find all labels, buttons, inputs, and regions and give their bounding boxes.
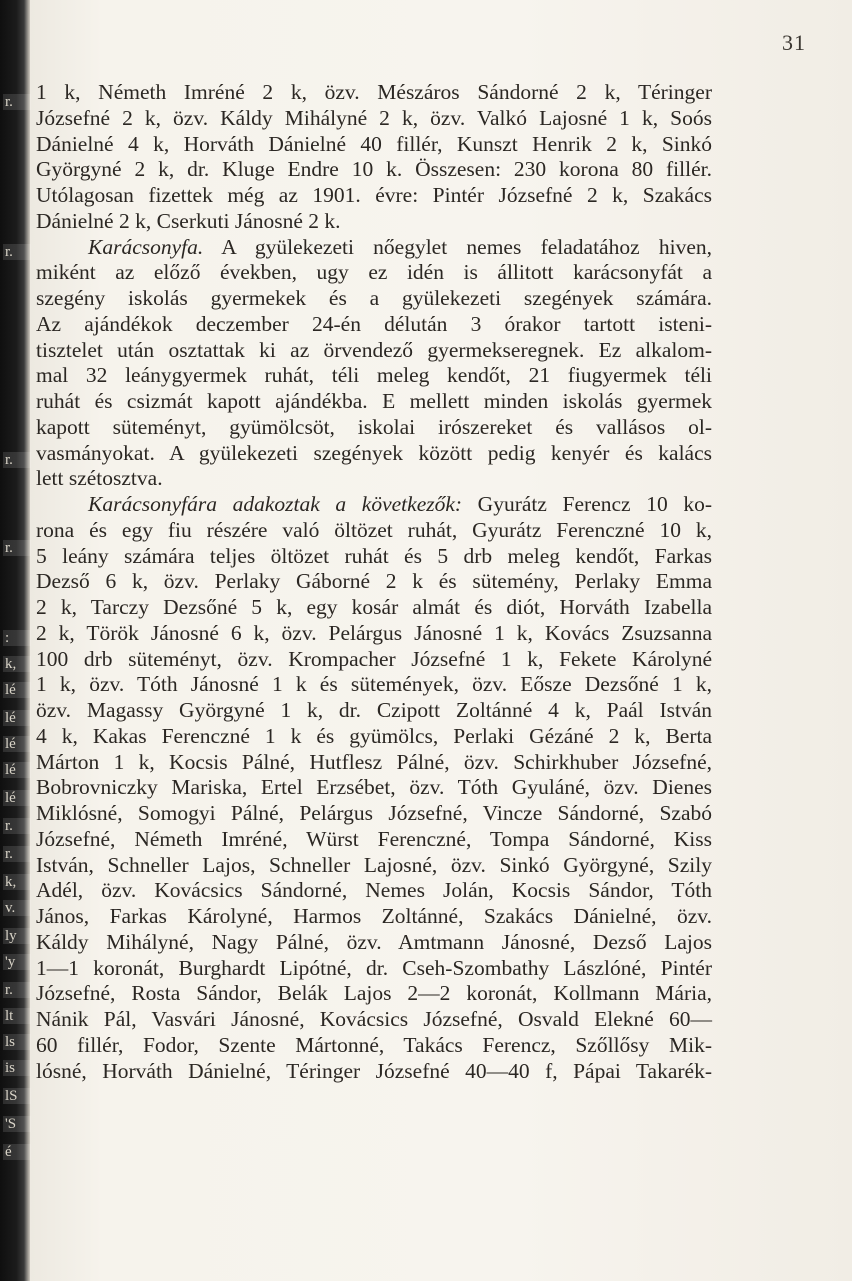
paragraph-first-line: [36, 492, 712, 518]
text-line: Az ajándékok deczember 24-én délután 3 órakor tartott isteni-: [36, 311, 712, 336]
margin-letter: lS: [3, 1088, 31, 1104]
text-line: Józsefné 2 k, özv. Káldy Mihályné 2 k, özv. Valkó Lajosné 1 k, Soós: [36, 105, 712, 130]
text-line: Józsefné, Rosta Sándor, Belák Lajos 2—2 koronát, Kollmann Mária,: [36, 981, 712, 1006]
text-run: Gyurátz Ferencz 10 ko-: [462, 492, 712, 516]
margin-letter: k,: [3, 874, 31, 890]
text-line: Adél, özv. Kovácsics Sándorné, Nemes Jolán, Kocsis Sándor, Tóth: [36, 878, 712, 903]
margin-letter: r.: [3, 540, 31, 556]
text-line: tisztelet után osztattak ki az örvendező gyermekseregnek. Ez alkalom-: [36, 337, 712, 362]
margin-letter: 'y: [3, 954, 31, 970]
paragraph-first-line: [36, 235, 712, 261]
margin-letter: lt: [3, 1008, 31, 1024]
text-line: 60 fillér, Fodor, Szente Mártonné, Takács Ferencz, Szőllősy Mik-: [36, 1032, 712, 1057]
margin-letter: lé: [3, 762, 31, 778]
section-heading: Karácsonyfára adakoztak a következők:: [88, 492, 463, 516]
text-line: István, Schneller Lajos, Schneller Lajosné, özv. Sinkó Györgyné, Szily: [36, 852, 712, 877]
text-line: 2 k, Török Jánosné 6 k, özv. Pelárgus Jánosné 1 k, Kovács Zsuzsanna: [36, 620, 712, 645]
text-line: Bobrovniczky Mariska, Ertel Erzsébet, özv. Tóth Gyuláné, özv. Dienes: [36, 775, 712, 800]
margin-letter: 'S: [3, 1116, 31, 1132]
text-line: 1—1 koronát, Burghardt Lipótné, dr. Cseh-Szombathy Lászlóné, Pintér: [36, 955, 712, 980]
margin-letter: lé: [3, 710, 31, 726]
text-line: Utólagosan fizettek még az 1901. évre: Pintér Józsefné 2 k, Szakács: [36, 183, 712, 207]
text-line: Dánielné 4 k, Horváth Dánielné 40 fillér, Kunszt Henrik 2 k, Sinkó: [36, 131, 712, 156]
paragraph-donors: [36, 492, 712, 1084]
text-line: 2 k, Tarczy Dezsőné 5 k, egy kosár almát és diót, Horváth Izabella: [36, 595, 712, 619]
text-line: 1 k, Németh Imréné 2 k, özv. Mészáros Sándorné 2 k, Téringer: [36, 80, 712, 104]
paragraph-christmas-tree: [36, 235, 712, 493]
page-number: 31: [782, 30, 806, 55]
text-line: Miklósné, Somogyi Pálné, Pelárgus Józsefné, Vincze Sándorné, Szabó: [36, 801, 712, 825]
margin-letter: r.: [3, 452, 31, 468]
text-line: özv. Magassy Györgyné 1 k, dr. Czipott Zoltánné 4 k, Paál István: [36, 698, 712, 722]
book-spine-edge: [0, 0, 30, 1281]
text-line: vasmányokat. A gyülekezeti szegények között pedig kenyér és kalács: [36, 440, 712, 465]
text-line: lett szétosztva.: [36, 466, 163, 491]
text-line: Györgyné 2 k, dr. Kluge Endre 10 k. Összesen: 230 korona 80 fillér.: [36, 157, 712, 182]
margin-letter: k,: [3, 656, 31, 672]
margin-letter: r.: [3, 846, 31, 862]
margin-letter: ly: [3, 928, 31, 944]
text-line: Dezső 6 k, özv. Perlaky Gáborné 2 k és sütemény, Perlaky Emma: [36, 569, 712, 594]
margin-letter: lé: [3, 790, 31, 806]
margin-letter: r.: [3, 94, 31, 110]
margin-letter: r.: [3, 818, 31, 834]
margin-letter: ls: [3, 1034, 31, 1050]
text-line: 100 drb süteményt, özv. Krompacher Józsefné 1 k, Fekete Károlyné: [36, 646, 712, 671]
margin-letter: r.: [3, 982, 31, 998]
text-line: 1 k, özv. Tóth Jánosné 1 k és sütemények, özv. Eősze Dezsőné 1 k,: [36, 672, 712, 697]
text-line: miként az előző években, ugy ez idén is állitott karácsonyfát a: [36, 260, 712, 285]
text-line: János, Farkas Károlyné, Harmos Zoltánné, Szakács Dánielné, özv.: [36, 904, 712, 928]
text-line: Nánik Pál, Vasvári Jánosné, Kovácsics Józsefné, Osvald Elekné 60—: [36, 1007, 712, 1031]
text-line: szegény iskolás gyermekek és a gyülekezeti szegények számára.: [36, 286, 712, 310]
document-body: [36, 80, 712, 1084]
text-line: ruhát és csizmát kapott ajándékba. E mellett minden iskolás gyermek: [36, 389, 712, 413]
margin-letter: :: [3, 630, 31, 646]
text-line: rona és egy fiu részére való öltözet ruhát, Gyurátz Ferenczné 10 k,: [36, 517, 712, 542]
margin-letter: lé: [3, 736, 31, 752]
margin-letter: lé: [3, 682, 31, 698]
text-line: 5 leány számára teljes öltözet ruhát és 5 drb meleg kendőt, Farkas: [36, 543, 712, 568]
text-line: Márton 1 k, Kocsis Pálné, Hutflesz Pálné, özv. Schirkhuber Józsefné,: [36, 749, 712, 774]
margin-letter: é: [3, 1144, 31, 1160]
paragraph-membership-fees: [36, 80, 712, 235]
text-line: 4 k, Kakas Ferenczné 1 k és gyümölcs, Perlaki Gézáné 2 k, Berta: [36, 723, 712, 748]
margin-letter: r.: [3, 244, 31, 260]
margin-letter: v.: [3, 900, 31, 916]
text-line: kapott süteményt, gyümölcsöt, iskolai irószereket és vallásos ol-: [36, 414, 712, 439]
text-line: Káldy Mihályné, Nagy Pálné, özv. Amtmann Jánosné, Dezső Lajos: [36, 929, 712, 954]
text-line: lósné, Horváth Dánielné, Téringer Józsefné 40—40 f, Pápai Takarék-: [36, 1058, 712, 1083]
text-line: Józsefné, Németh Imréné, Würst Ferenczné, Tompa Sándorné, Kiss: [36, 826, 712, 851]
section-heading: Karácsonyfa.: [88, 234, 204, 259]
text-run: A gyülekezeti nőegylet nemes feladatához hiven,: [203, 234, 712, 259]
text-line: mal 32 leánygyermek ruhát, téli meleg kendőt, 21 fiugyermek téli: [36, 363, 712, 388]
text-line: Dánielné 2 k, Cserkuti Jánosné 2 k.: [36, 208, 341, 233]
margin-letter: is: [3, 1060, 31, 1076]
